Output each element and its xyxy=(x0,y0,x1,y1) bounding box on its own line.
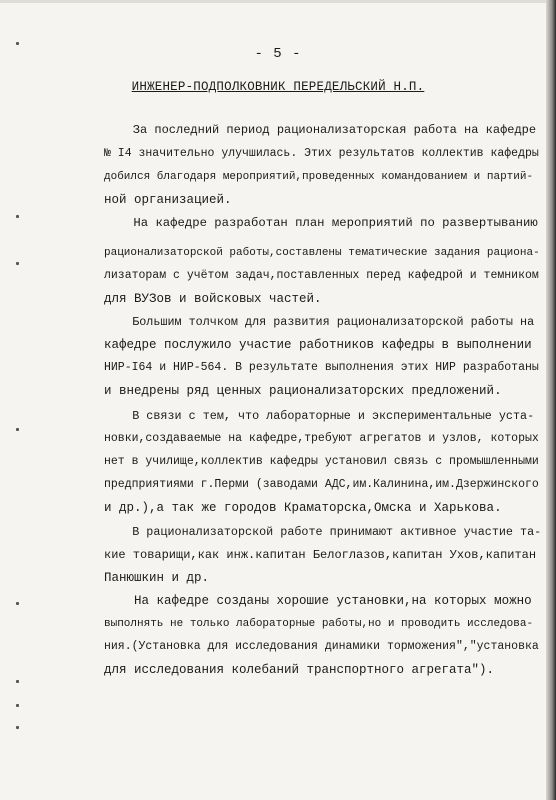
text-line: кафедре послужило участие работников кафедры в выполнении xyxy=(104,338,532,352)
text-line: Большим толчком для развития рационализаторской работы на xyxy=(104,315,535,329)
text-line: № I4 значительно улучшилась. Этих результатов коллектив кафедры xyxy=(104,147,539,160)
text-line: выполнять не только лабораторные работы,но и проводить исследова- xyxy=(104,618,534,630)
binding-mark xyxy=(16,602,19,605)
page-number: - 5 - xyxy=(254,46,302,62)
binding-mark xyxy=(16,262,19,265)
text-line: предприятиями г.Перми (заводами АДС,им.Калинина,им.Дзержинского xyxy=(104,478,539,491)
text-line: На кафедре разработан план мероприятий по развертыванию xyxy=(104,216,538,230)
text-line: В рационализаторской работе принимают активное участие та- xyxy=(104,525,542,539)
text-line: На кафедре созданы хорошие установки,на которых можно xyxy=(104,594,532,608)
text-line: кие товарищи,как инж.капитан Белоглазов,капитан Ухов,капитан xyxy=(104,548,537,562)
text-line: новки,создаваемые на кафедре,требуют агрегатов и узлов, которых xyxy=(104,432,539,445)
binding-mark xyxy=(16,428,19,431)
text-line: рационализаторской работы,составлены тематические задания рациона- xyxy=(104,247,540,259)
binding-mark xyxy=(16,215,19,218)
text-line: Панюшкин и др. xyxy=(104,571,210,585)
binding-mark xyxy=(16,680,19,683)
text-line: добился благодаря мероприятий,проведенных командованием и партий- xyxy=(104,171,534,183)
document-heading: ИНЖЕНЕР-ПОДПОЛКОВНИК ПЕРЕДЕЛЬСКИЙ Н.П. xyxy=(131,80,425,94)
text-line: для ВУЗов и войсковых частей. xyxy=(104,292,322,306)
text-line: для исследования колебаний транспортного агрегата"). xyxy=(104,663,495,677)
binding-mark xyxy=(16,726,19,729)
text-line: ния.(Установка для исследования динамики торможения","установка xyxy=(104,640,539,653)
page-right-edge-shadow xyxy=(546,0,556,800)
text-line: НИР-I64 и НИР-564. В результате выполнения этих НИР разработаны xyxy=(104,361,539,374)
text-line: В связи с тем, что лабораторные и экспериментальные уста- xyxy=(104,409,535,423)
text-line: лизаторам с учётом задач,поставленных перед кафедрой и темником xyxy=(104,269,539,282)
page-top-edge xyxy=(0,0,556,3)
binding-mark xyxy=(16,42,19,45)
text-line: и внедрены ряд ценных рационализаторских предложений. xyxy=(104,384,502,398)
binding-mark xyxy=(16,704,19,707)
text-line: ной организацией. xyxy=(104,193,232,207)
text-line: и др.),а так же городов Краматорска,Омска и Харькова. xyxy=(104,501,502,515)
text-line: нет в училище,коллектив кафедры установил связь с промышленными xyxy=(104,455,539,468)
text-line: За последний период рационализаторская работа на кафедре xyxy=(104,123,537,137)
